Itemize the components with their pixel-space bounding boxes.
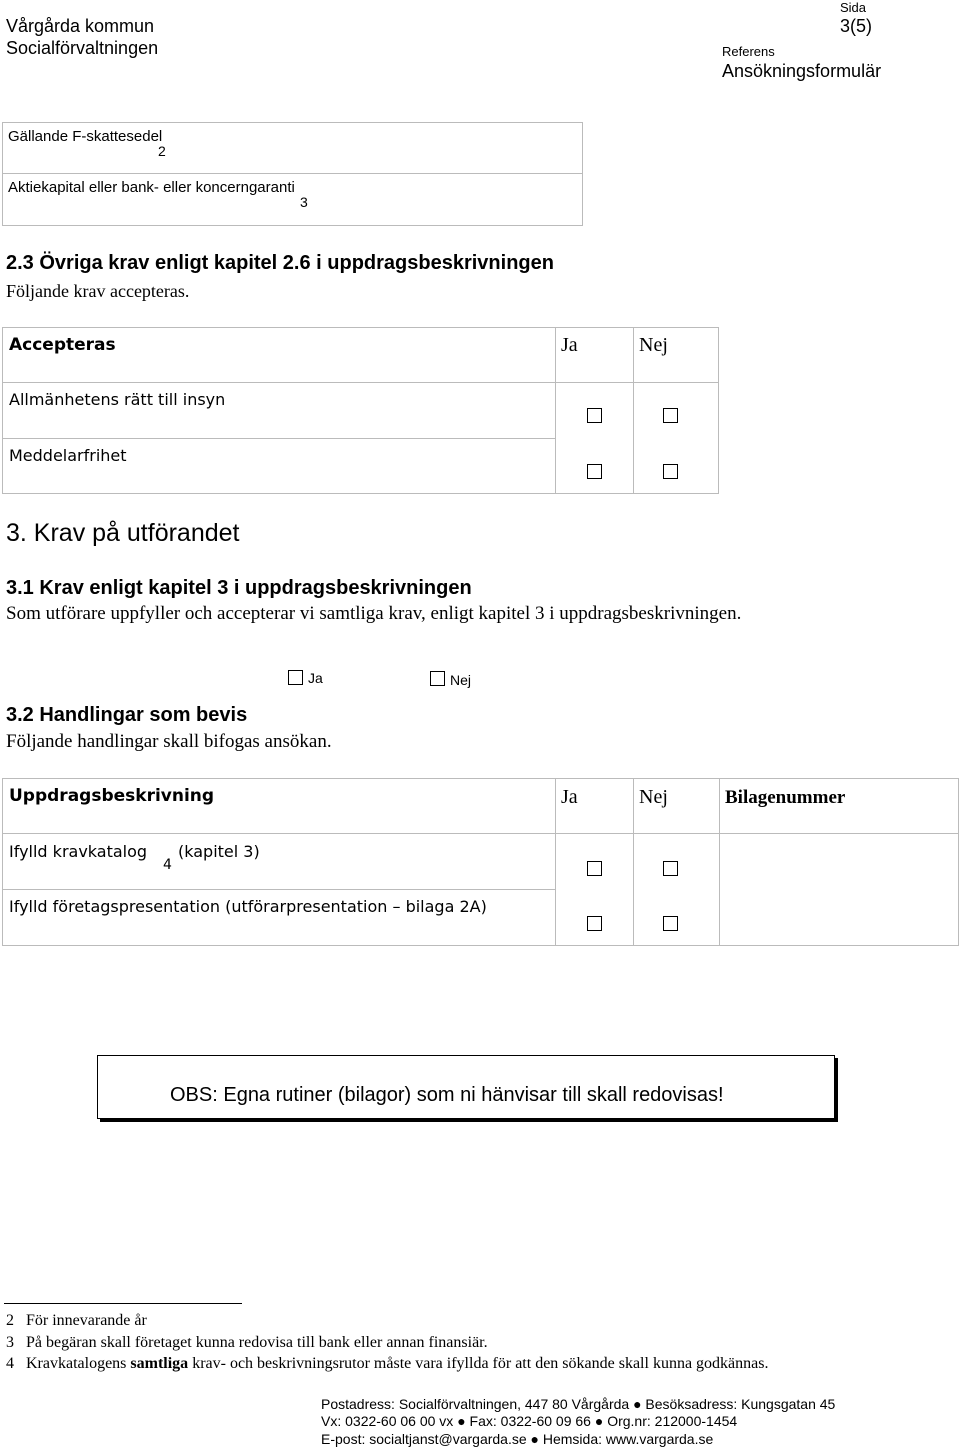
footnote-2-text: För innevarande år	[26, 1312, 147, 1329]
requirements-yes-label: Ja	[308, 670, 323, 686]
footnote-4-text-post: krav- och beskrivningsrutor måste vara ifyllda för att den sökande skall kunna godkännas.	[188, 1355, 769, 1372]
footnote-3	[6, 1334, 488, 1352]
tax-certificate-label	[8, 128, 162, 145]
accept-table-col-divider-2	[633, 327, 634, 494]
section-3-2-heading: 3.2 Handlingar som bevis	[6, 704, 248, 726]
footnote-2-number: 2	[6, 1312, 14, 1329]
accept-table-col-divider-1	[555, 327, 556, 494]
tax-certificate-text: Gällande F-skattesedel	[8, 128, 163, 145]
notice-text: OBS: Egna rutiner (bilagor) som ni hänvisar till skall redovisas!	[170, 1084, 724, 1106]
capital-guarantee-text: Aktiekapital eller bank- eller koncerngaranti	[8, 179, 295, 196]
section-3-heading: 3. Krav på utförandet	[6, 519, 240, 547]
footnote-3-number: 3	[6, 1334, 14, 1351]
requirements-no-label: Nej	[450, 672, 472, 688]
section-3-1-heading: 3.1 Krav enligt kapitel 3 i uppdragsbeskrivningen	[6, 577, 472, 599]
reference-label: Referens	[722, 44, 775, 59]
company-presentation-no-checkbox[interactable]	[663, 916, 678, 931]
company-presentation-yes-checkbox[interactable]	[587, 916, 602, 931]
footer-phone-fax: Vx: 0322-60 06 00 vx ● Fax: 0322-60 09 66 ● Org.nr: 212000-1454	[321, 1413, 738, 1429]
insyn-no-checkbox[interactable]	[663, 408, 678, 423]
documents-table-col-no: Nej	[639, 786, 668, 808]
accept-row-insyn-label: Allmänhetens rätt till insyn	[9, 390, 226, 409]
insyn-yes-checkbox[interactable]	[587, 408, 602, 423]
meddelarfrihet-yes-checkbox[interactable]	[587, 464, 602, 479]
footnote-4-text-pre: Kravkatalogens	[26, 1355, 131, 1372]
footnote-2	[6, 1312, 147, 1330]
footnote-ref-2: 2	[158, 143, 166, 159]
documents-table-col-attachment: Bilagenummer	[725, 787, 846, 808]
page-label: Sida	[840, 0, 867, 15]
footnote-4-text-bold: samtliga	[130, 1355, 189, 1372]
top-table-divider	[2, 173, 583, 174]
section-3-2-intro: Följande handlingar skall bifogas ansökan.	[6, 731, 332, 752]
footnote-ref-4: 4	[163, 857, 172, 873]
requirements-no-checkbox[interactable]	[430, 671, 445, 686]
section-3-1-text: Som utförare uppfyller och accepterar vi samtliga krav, enligt kapitel 3 i uppdragsbeskrivningen.	[6, 603, 742, 624]
accept-table-divider-2	[2, 438, 556, 439]
documents-table-col-divider-2	[633, 778, 634, 946]
section-2-3-intro: Följande krav accepteras.	[6, 281, 190, 301]
documents-table-col-yes: Ja	[561, 786, 578, 808]
footnote-separator	[4, 1303, 242, 1304]
footnote-3-text: På begäran skall företaget kunna redovisa till bank eller annan finansiär.	[26, 1334, 488, 1351]
accept-table-col-no: Nej	[639, 334, 668, 356]
documents-table-divider-1	[2, 833, 959, 834]
accept-table-header-label: Accepteras	[9, 335, 116, 355]
footer-email-web: E-post: socialtjanst@vargarda.se ● Hemsida: www.vargarda.se	[321, 1431, 714, 1447]
documents-table-divider-2	[2, 889, 556, 890]
footer-postal-address: Postadress: Socialförvaltningen, 447 80 Vårgårda ● Besöksadress: Kungsgatan 45	[321, 1396, 836, 1412]
accept-table-col-yes: Ja	[561, 334, 578, 356]
footnote-4-number: 4	[6, 1355, 14, 1372]
meddelarfrihet-no-checkbox[interactable]	[663, 464, 678, 479]
kravkatalog-no-checkbox[interactable]	[663, 861, 678, 876]
accept-table-divider-1	[2, 382, 719, 383]
dept-name: Socialförvaltningen	[6, 38, 159, 58]
accept-row-meddelarfrihet-label: Meddelarfrihet	[9, 446, 127, 465]
company-presentation-label: Ifylld företagspresentation (utförarpresentation – bilaga 2A)	[9, 897, 487, 916]
footnote-4	[6, 1355, 768, 1373]
kravkatalog-label: Ifylld kravkatalog	[9, 842, 148, 861]
page-number: 3(5)	[840, 16, 873, 36]
requirements-yes-checkbox[interactable]	[288, 670, 303, 685]
footnote-ref-3: 3	[300, 194, 308, 210]
reference-value: Ansökningsformulär	[722, 61, 882, 81]
documents-table-header-label: Uppdragsbeskrivning	[9, 786, 215, 806]
section-2-3-heading: 2.3 Övriga krav enligt kapitel 2.6 i uppdragsbeskrivningen	[6, 252, 554, 274]
kravkatalog-yes-checkbox[interactable]	[587, 861, 602, 876]
documents-table-col-divider-1	[555, 778, 556, 946]
capital-guarantee-label	[8, 179, 295, 196]
documents-table-col-divider-3	[719, 778, 720, 946]
kravkatalog-suffix: (kapitel 3)	[178, 842, 260, 861]
footnote-4-text	[26, 1355, 768, 1372]
org-name: Vårgårda kommun	[6, 16, 155, 36]
